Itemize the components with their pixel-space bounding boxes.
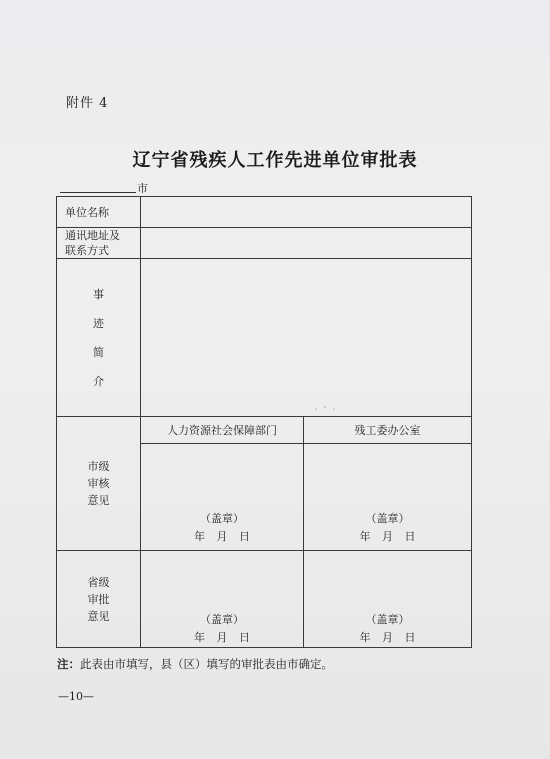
footnote bbox=[57, 656, 333, 672]
form-title: 辽宁省残疾人工作先进单位审批表 bbox=[132, 150, 418, 171]
province-hr-opinion-field[interactable] bbox=[141, 551, 304, 648]
address-label: 通讯地址及 联系方式 bbox=[57, 228, 141, 259]
column-header-row bbox=[57, 417, 472, 444]
address-field[interactable] bbox=[141, 228, 472, 259]
address-row bbox=[57, 228, 472, 259]
deeds-label: 事 迹 简 介 bbox=[57, 259, 141, 417]
unit-name-field[interactable]: · ’ · bbox=[141, 197, 472, 228]
city-fill-line bbox=[60, 192, 136, 193]
province-office-opinion-field[interactable] bbox=[304, 551, 472, 648]
city-office-opinion-field[interactable] bbox=[304, 444, 472, 551]
date-mark: 年 月 日 bbox=[194, 530, 250, 543]
city-suffix: 市 bbox=[137, 182, 148, 195]
province-review-label: 省级 审批 意见 bbox=[57, 551, 141, 648]
disability-office-header: 残工委办公室 bbox=[304, 417, 472, 444]
unit-name-label: 单位名称 bbox=[57, 197, 141, 228]
approval-form-table bbox=[56, 196, 472, 648]
deeds-row bbox=[57, 259, 472, 417]
hr-dept-header: 人力资源社会保障部门 bbox=[141, 417, 304, 444]
footnote-text: 此表由市填写，县（区）填写的审批表由市确定。 bbox=[80, 657, 333, 671]
footnote-label: 注： bbox=[57, 657, 80, 671]
unit-name-row bbox=[57, 197, 472, 228]
seal-mark: （盖章） bbox=[200, 512, 244, 525]
attachment-label: 附件 4 bbox=[66, 96, 109, 111]
seal-mark: （盖章） bbox=[365, 512, 410, 525]
province-review-row bbox=[57, 551, 472, 648]
deeds-field[interactable] bbox=[141, 259, 472, 417]
city-hr-opinion-field[interactable] bbox=[141, 444, 304, 551]
date-mark: 年 月 日 bbox=[194, 631, 250, 644]
seal-mark: （盖章） bbox=[365, 613, 410, 626]
page-number: —10— bbox=[58, 690, 94, 703]
seal-mark: （盖章） bbox=[200, 613, 244, 626]
date-mark: 年 月 日 bbox=[359, 530, 416, 543]
date-mark: 年 月 日 bbox=[359, 631, 416, 644]
city-review-label: 市级 审核 意见 bbox=[57, 417, 141, 551]
